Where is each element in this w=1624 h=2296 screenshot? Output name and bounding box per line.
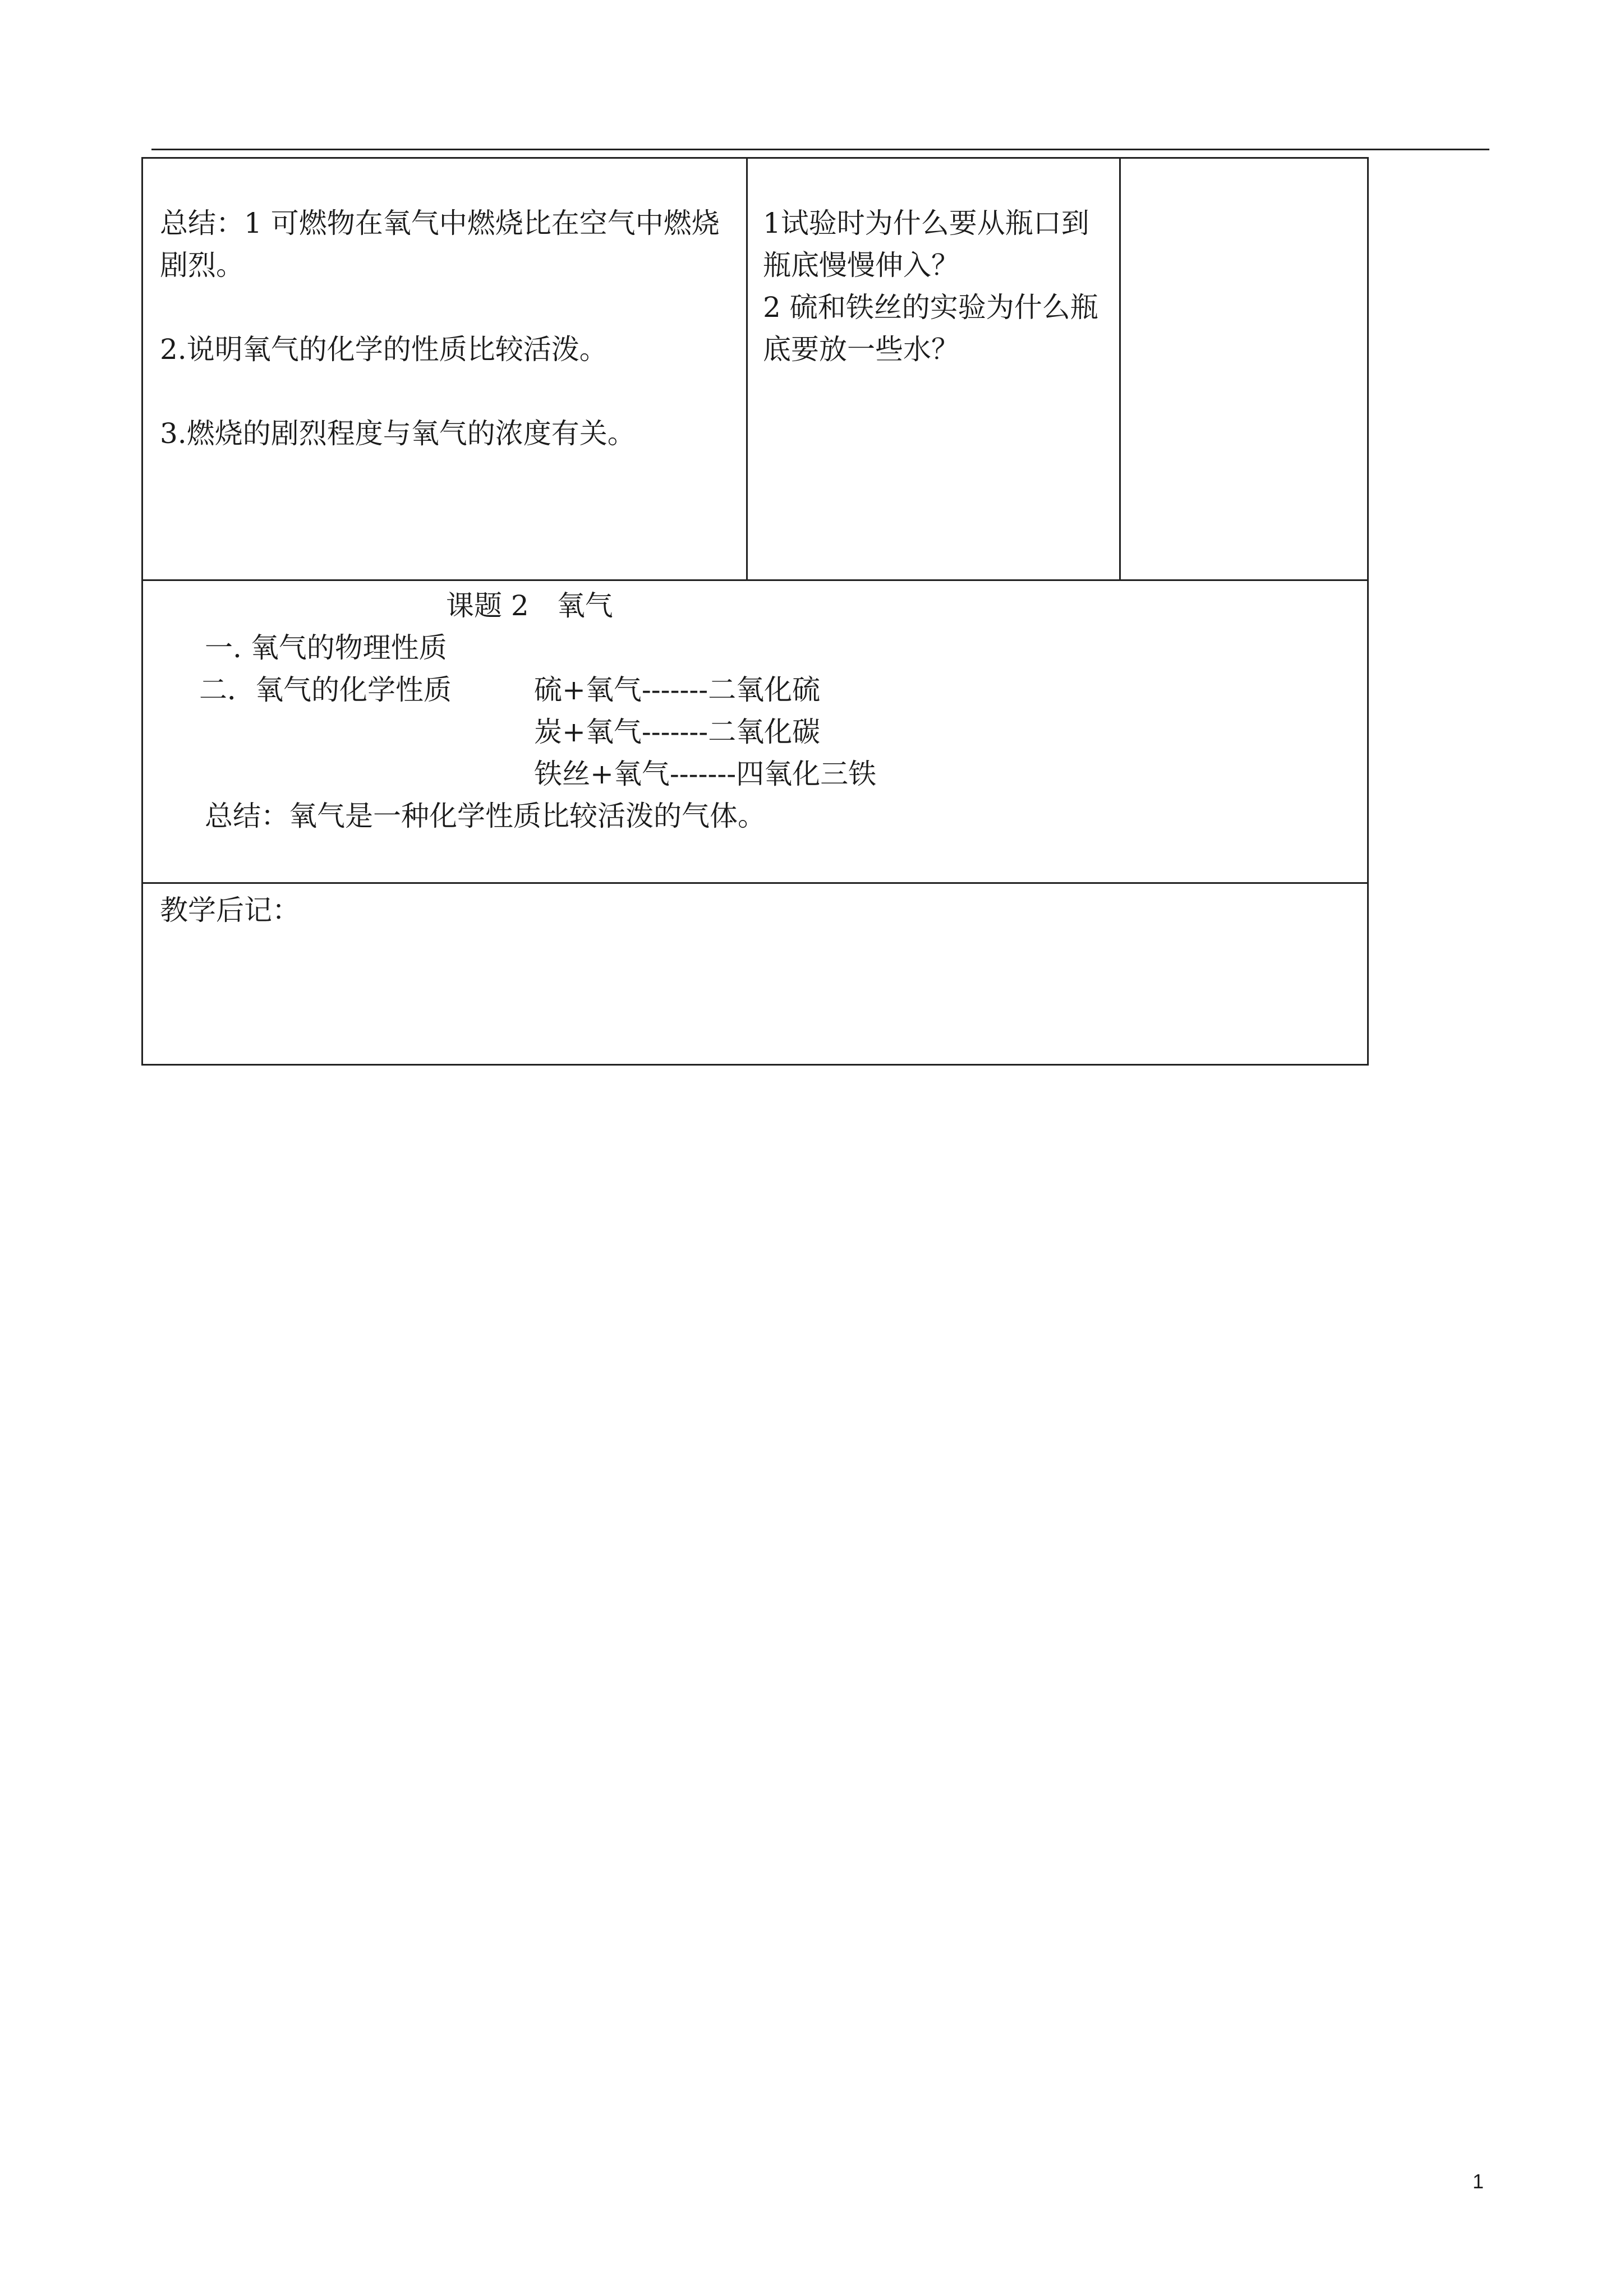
section-chemical-properties: 二．氧气的化学性质 <box>199 674 452 706</box>
column-divider-1 <box>746 159 748 580</box>
question-1-line-2: 瓶底慢慢伸入？ <box>763 249 959 282</box>
reflection-label: 教学后记： <box>160 894 300 926</box>
row-divider-2 <box>143 882 1367 884</box>
board-conclusion: 总结：氧气是一种化学性质比较活泼的气体。 <box>205 800 766 832</box>
summary-line-1-cont: 剧烈。 <box>160 249 244 282</box>
summary-line-1: 总结：1 可燃物在氧气中燃烧比在空气中燃烧 <box>160 207 720 239</box>
question-1-line-1: 1试验时为什么要从瓶口到 <box>763 207 1089 239</box>
summary-line-2: 2.说明氧气的化学的性质比较活泼。 <box>160 333 608 366</box>
column-divider-2 <box>1119 159 1121 580</box>
summary-line-3: 3.燃烧的剧烈程度与氧气的浓度有关。 <box>160 417 636 450</box>
question-2-line-1: 2 硫和铁丝的实验为什么瓶 <box>763 291 1098 324</box>
reaction-sulfur: 硫+氧气-------二氧化硫 <box>534 674 821 706</box>
reaction-iron: 铁丝+氧气-------四氧化三铁 <box>534 758 877 790</box>
page-number: 1 <box>1473 2170 1484 2193</box>
section-physical-properties: 一. 氧气的物理性质 <box>205 631 447 664</box>
header-rule <box>151 149 1489 150</box>
lesson-table <box>141 157 1369 1066</box>
row-divider-1 <box>143 579 1367 581</box>
reaction-carbon: 炭+氧气-------二氧化碳 <box>534 716 821 748</box>
board-title: 课题 2 氧气 <box>446 589 613 622</box>
question-2-line-2: 底要放一些水？ <box>763 333 959 366</box>
